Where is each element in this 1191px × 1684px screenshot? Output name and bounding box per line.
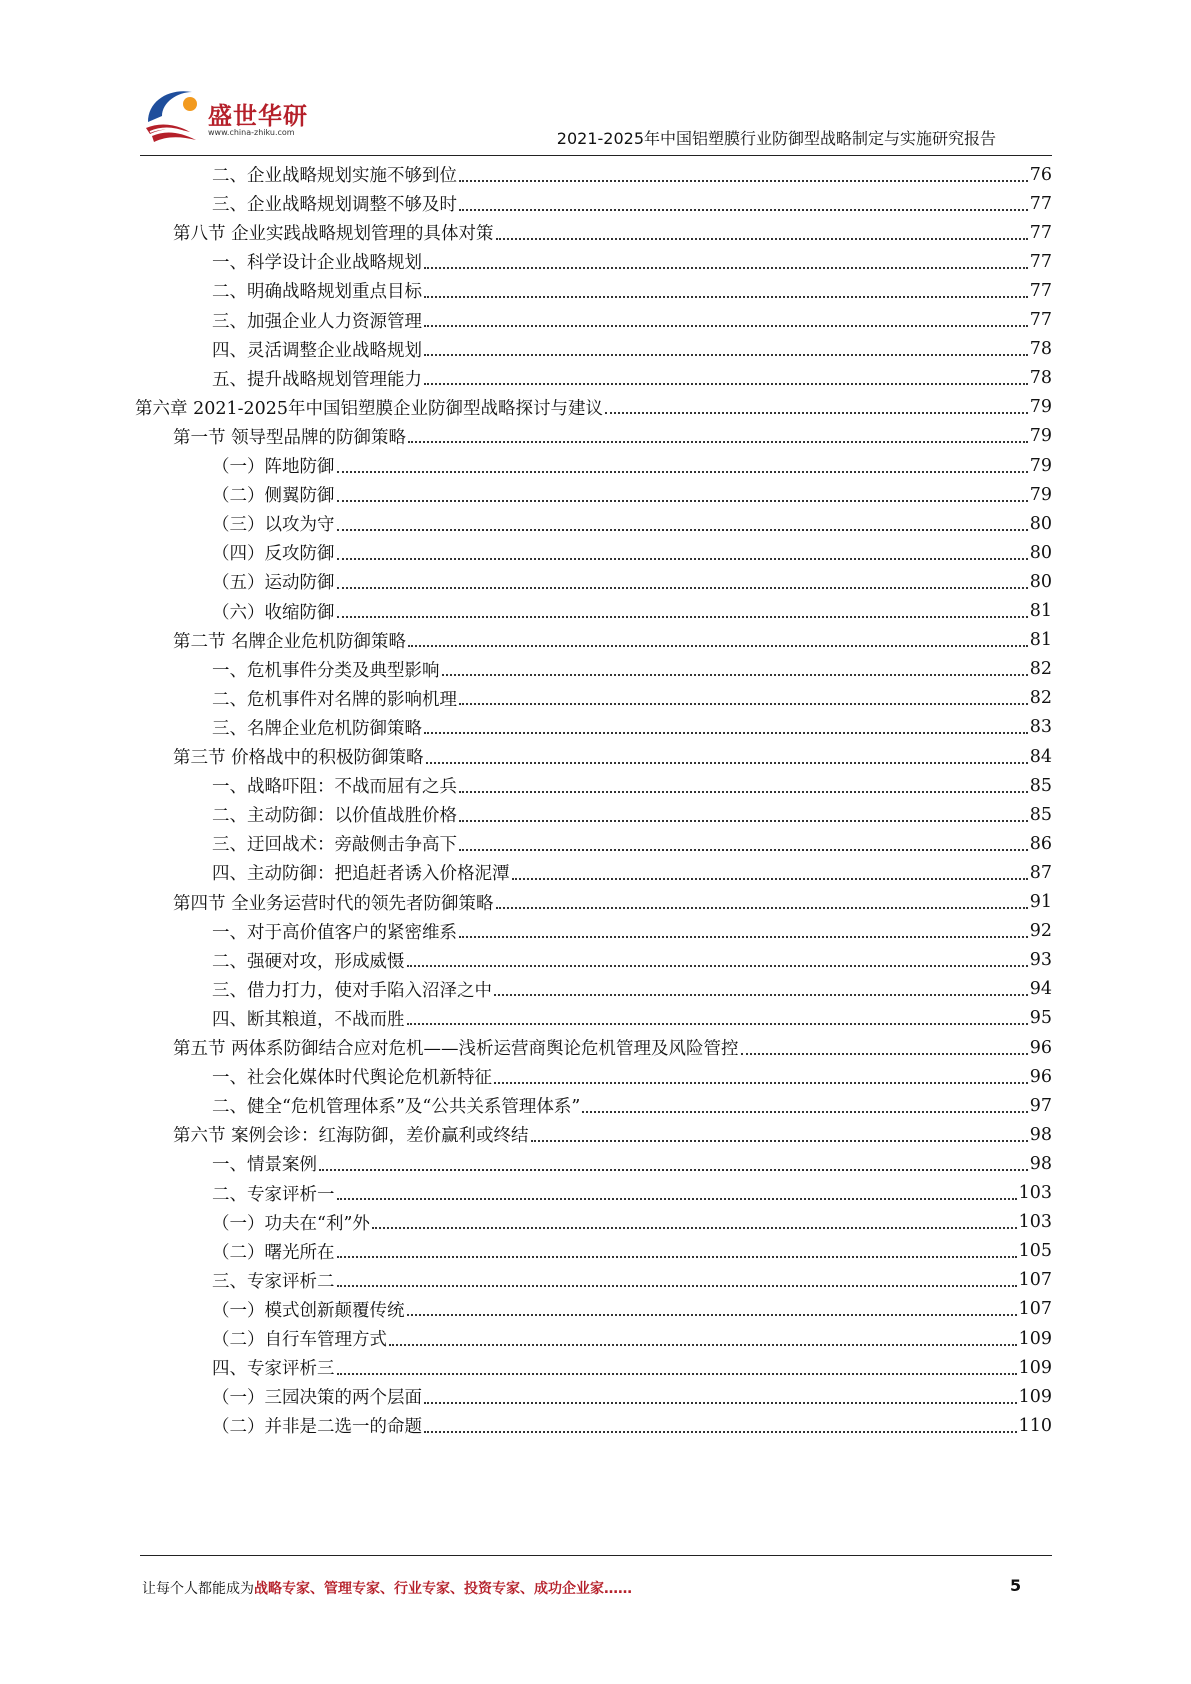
toc-entry[interactable] [212, 1061, 1052, 1092]
toc-dot-leader [337, 558, 1028, 560]
document-title: 2021-2025年中国铝塑膜行业防御型战略制定与实施研究报告 [556, 129, 996, 148]
toc-entry[interactable] [212, 159, 1052, 190]
toc-dot-leader [531, 1140, 1028, 1142]
toc-entry-title: （一）模式创新颠覆传统 [212, 1300, 405, 1321]
toc-entry[interactable] [212, 799, 1052, 830]
toc-entry[interactable] [212, 334, 1052, 365]
toc-dot-leader [494, 994, 1028, 996]
toc-entry-page: 107 [1018, 1270, 1052, 1291]
toc-entry-page: 109 [1018, 1328, 1052, 1349]
toc-entry-page: 79 [1029, 426, 1052, 447]
footer-slogan [142, 1578, 632, 1598]
toc-entry-title: （六）收缩防御 [212, 602, 335, 623]
toc-entry-page: 110 [1018, 1415, 1052, 1436]
toc-entry-page: 85 [1029, 775, 1052, 796]
toc-entry-title: 一、对于高价值客户的紧密维系 [212, 922, 457, 943]
toc-entry[interactable] [173, 217, 1052, 248]
toc-entry-page: 78 [1029, 339, 1052, 360]
toc-entry[interactable] [212, 1003, 1052, 1034]
toc-entry-page: 82 [1029, 659, 1052, 680]
toc-entry[interactable] [173, 1032, 1052, 1063]
toc-dot-leader [389, 1344, 1017, 1346]
toc-dot-leader [424, 383, 1028, 385]
toc-entry-page: 84 [1029, 746, 1052, 767]
toc-entry[interactable] [212, 1265, 1052, 1296]
toc-entry[interactable] [212, 566, 1052, 597]
toc-entry[interactable] [212, 1236, 1052, 1267]
toc-entry[interactable] [212, 1352, 1052, 1383]
toc-entry[interactable] [173, 887, 1052, 918]
toc-entry-title: 一、战略吓阻：不战而屈有之兵 [212, 777, 457, 798]
toc-dot-leader [337, 1373, 1017, 1375]
toc-entry[interactable] [212, 363, 1052, 394]
toc-entry-title: 四、主动防御：把追赶者诱入价格泥潭 [212, 864, 510, 885]
toc-dot-leader [459, 936, 1028, 938]
logo-swoosh-icon [140, 82, 210, 152]
toc-entry-page: 103 [1018, 1212, 1052, 1233]
toc-entry[interactable] [212, 537, 1052, 568]
toc-entry-title: 五、提升战略规划管理能力 [212, 369, 422, 390]
toc-entry-page: 98 [1029, 1124, 1052, 1145]
toc-dot-leader [337, 500, 1028, 502]
toc-entry[interactable] [212, 596, 1052, 627]
toc-entry-title: 一、科学设计企业战略规划 [212, 253, 422, 274]
toc-entry-title: （二）并非是二选一的命题 [212, 1417, 422, 1438]
toc-dot-leader [319, 1169, 1028, 1171]
toc-entry[interactable] [212, 857, 1052, 888]
toc-entry-page: 81 [1029, 601, 1052, 621]
toc-dot-leader [424, 267, 1028, 269]
toc-entry-title: 一、危机事件分类及典型影响 [212, 660, 440, 681]
toc-dot-leader [424, 1431, 1017, 1433]
company-logo [140, 82, 315, 152]
toc-entry-title: 第四节 全业务运营时代的领先者防御策略 [173, 893, 494, 914]
toc-entry-title: 二、危机事件对名牌的影响机理 [212, 689, 457, 710]
toc-entry-title: （一）三园决策的两个层面 [212, 1388, 422, 1409]
toc-dot-leader [337, 587, 1028, 589]
toc-entry-title: 三、借力打力，使对手陷入沼泽之中 [212, 980, 492, 1001]
toc-entry-page: 83 [1029, 717, 1052, 738]
toc-dot-leader [496, 907, 1028, 909]
toc-entry-title: （一）阵地防御 [212, 457, 335, 477]
toc-entry-page: 103 [1018, 1183, 1052, 1203]
toc-dot-leader [459, 791, 1028, 793]
toc-entry-page: 96 [1029, 1066, 1052, 1087]
toc-entry[interactable] [212, 305, 1052, 336]
toc-entry-page: 105 [1018, 1241, 1052, 1262]
toc-entry-page: 80 [1029, 571, 1052, 592]
toc-entry-page: 86 [1029, 833, 1052, 854]
toc-entry[interactable] [212, 712, 1052, 743]
toc-entry[interactable] [212, 1178, 1052, 1209]
toc-dot-leader [337, 1198, 1017, 1200]
toc-entry-title: 二、明确战略规划重点目标 [212, 282, 422, 303]
toc-entry[interactable] [212, 1090, 1052, 1121]
toc-entry-page: 80 [1029, 542, 1052, 563]
toc-entry-title: （三）以攻为守 [212, 515, 335, 536]
toc-entry-title: 三、迂回战术：旁敲侧击争高下 [212, 835, 457, 856]
toc-entry[interactable] [212, 246, 1052, 277]
toc-entry-page: 81 [1029, 630, 1052, 651]
toc-entry[interactable] [212, 1148, 1052, 1179]
logo-name: 盛世华研 [208, 102, 308, 130]
toc-entry[interactable] [212, 916, 1052, 947]
toc-entry-title: （四）反攻防御 [212, 544, 335, 565]
toc-entry-page: 79 [1029, 397, 1052, 418]
toc-entry[interactable] [135, 392, 1052, 423]
toc-dot-leader [337, 616, 1028, 618]
toc-entry[interactable] [212, 1410, 1052, 1441]
toc-entry-title: （二）侧翼防御 [212, 486, 335, 507]
toc-entry[interactable] [212, 1294, 1052, 1325]
toc-dot-leader [337, 529, 1028, 531]
toc-entry[interactable] [212, 654, 1052, 685]
toc-entry-title: 三、企业战略规划调整不够及时 [212, 195, 457, 216]
toc-entry-page: 96 [1029, 1037, 1052, 1058]
toc-entry[interactable] [212, 508, 1052, 539]
toc-entry[interactable] [212, 770, 1052, 801]
toc-entry[interactable] [212, 1207, 1052, 1238]
toc-entry-title: 第六节 案例会诊：红海防御，差价赢利或终结 [173, 1126, 529, 1147]
toc-dot-leader [407, 965, 1028, 967]
toc-entry-title: 二、强硬对攻，形成威慑 [212, 951, 405, 972]
toc-entry-title: 第二节 名牌企业危机防御策略 [173, 631, 407, 652]
toc-dot-leader [582, 1111, 1027, 1113]
toc-dot-leader [459, 209, 1028, 211]
toc-dot-leader [741, 1053, 1028, 1055]
toc-dot-leader [459, 180, 1028, 182]
toc-dot-leader [459, 820, 1028, 822]
toc-entry-title: 一、社会化媒体时代舆论危机新特征 [212, 1068, 492, 1089]
toc-entry-title: 二、健全“危机管理体系”及“公共关系管理体系” [212, 1097, 581, 1118]
toc-entry-page: 80 [1029, 513, 1052, 534]
header-divider [140, 155, 1052, 156]
toc-entry-page: 85 [1029, 804, 1052, 825]
toc-dot-leader [407, 1314, 1017, 1316]
toc-entry[interactable] [173, 421, 1052, 452]
toc-entry-page: 79 [1029, 484, 1052, 505]
toc-dot-leader [459, 703, 1028, 705]
toc-entry-page: 76 [1029, 164, 1052, 185]
toc-entry-page: 91 [1029, 892, 1052, 912]
toc-entry-page: 77 [1029, 222, 1052, 243]
toc-entry-page: 94 [1029, 979, 1052, 1000]
toc-entry-title: （二）自行车管理方式 [212, 1330, 387, 1350]
toc-entry-page: 87 [1029, 862, 1052, 883]
toc-dot-leader [424, 732, 1028, 734]
toc-entry[interactable] [212, 974, 1052, 1005]
toc-entry[interactable] [173, 741, 1052, 772]
toc-entry[interactable] [212, 945, 1052, 976]
footer-slogan-prefix: 让每个人都能成为 [142, 1581, 254, 1597]
toc-entry[interactable] [212, 683, 1052, 714]
toc-entry-title: （二）曙光所在 [212, 1242, 335, 1263]
toc-dot-leader [372, 1227, 1017, 1229]
footer-slogan-highlight: 战略专家、管理专家、行业专家、投资专家、成功企业家…… [254, 1581, 632, 1597]
toc-entry-page: 77 [1029, 193, 1052, 214]
page-header [0, 0, 1191, 160]
toc-dot-leader [337, 471, 1028, 473]
toc-dot-leader [408, 645, 1028, 647]
toc-dot-leader [459, 849, 1028, 851]
toc-entry-title: 四、灵活调整企业战略规划 [212, 340, 422, 361]
toc-entry[interactable] [212, 479, 1052, 510]
toc-entry-title: （一）功夫在“利”外 [212, 1213, 370, 1234]
toc-entry-title: （五）运动防御 [212, 573, 335, 594]
toc-entry-title: 第一节 领导型品牌的防御策略 [173, 427, 407, 448]
page-number: 5 [1010, 1576, 1022, 1595]
toc-entry[interactable] [212, 275, 1052, 306]
toc-entry-title: 二、专家评析一 [212, 1184, 335, 1205]
toc-entry-page: 93 [1029, 950, 1052, 971]
toc-entry-page: 107 [1018, 1299, 1052, 1320]
toc-dot-leader [512, 878, 1028, 880]
toc-entry-page: 79 [1029, 455, 1052, 476]
toc-entry[interactable] [173, 1119, 1052, 1150]
toc-entry-title: 四、断其粮道，不战而胜 [212, 1009, 405, 1030]
toc-entry-title: 四、专家评析三 [212, 1359, 335, 1380]
toc-dot-leader [442, 674, 1028, 676]
toc-entry[interactable] [212, 188, 1052, 219]
toc-entry-page: 97 [1029, 1095, 1052, 1116]
toc-dot-leader [424, 1402, 1017, 1404]
toc-entry-page: 109 [1018, 1357, 1052, 1378]
toc-dot-leader [337, 1285, 1017, 1287]
toc-entry-title: 第五节 两体系防御结合应对危机——浅析运营商舆论危机管理及风险管控 [173, 1039, 739, 1059]
logo-url: www.china-zhiku.com [208, 128, 295, 137]
toc-entry-page: 77 [1029, 280, 1052, 301]
toc-entry-page: 77 [1029, 251, 1052, 272]
toc-dot-leader [494, 1082, 1028, 1084]
toc-entry-title: 三、名牌企业危机防御策略 [212, 718, 422, 739]
toc-entry-title: 第八节 企业实践战略规划管理的具体对策 [173, 224, 494, 245]
toc-entry[interactable] [212, 1381, 1052, 1412]
toc-dot-leader [605, 412, 1028, 414]
toc-entry[interactable] [212, 828, 1052, 859]
toc-entry-page: 98 [1029, 1153, 1052, 1174]
toc-entry-title: 三、加强企业人力资源管理 [212, 311, 422, 332]
toc-dot-leader [407, 1023, 1028, 1025]
toc-entry-page: 92 [1029, 921, 1052, 942]
toc-entry-title: 二、企业战略规划实施不够到位 [212, 166, 457, 186]
toc-dot-leader [424, 296, 1028, 298]
toc-dot-leader [426, 762, 1028, 764]
toc-entry-page: 77 [1029, 310, 1052, 330]
toc-entry-title: 第六章 2021-2025年中国铝塑膜企业防御型战略探讨与建议 [135, 398, 604, 419]
toc-dot-leader [496, 238, 1028, 240]
toc-entry-page: 82 [1029, 688, 1052, 709]
toc-entry-title: 一、情景案例 [212, 1155, 317, 1176]
toc-dot-leader [337, 1256, 1017, 1258]
toc-entry-title: 三、专家评析二 [212, 1271, 335, 1292]
footer-divider [140, 1555, 1052, 1556]
toc-entry-title: 二、主动防御：以价值战胜价格 [212, 806, 457, 827]
toc-entry-page: 95 [1029, 1008, 1052, 1029]
toc-dot-leader [408, 441, 1028, 443]
toc-entry-title: 第三节 价格战中的积极防御策略 [173, 748, 424, 768]
toc-entry-page: 78 [1029, 368, 1052, 389]
toc-entry[interactable] [212, 450, 1052, 481]
toc-entry[interactable] [212, 1323, 1052, 1354]
toc-entry[interactable] [173, 625, 1052, 656]
toc-dot-leader [424, 325, 1028, 327]
toc-dot-leader [424, 354, 1028, 356]
toc-entry-page: 109 [1018, 1386, 1052, 1407]
